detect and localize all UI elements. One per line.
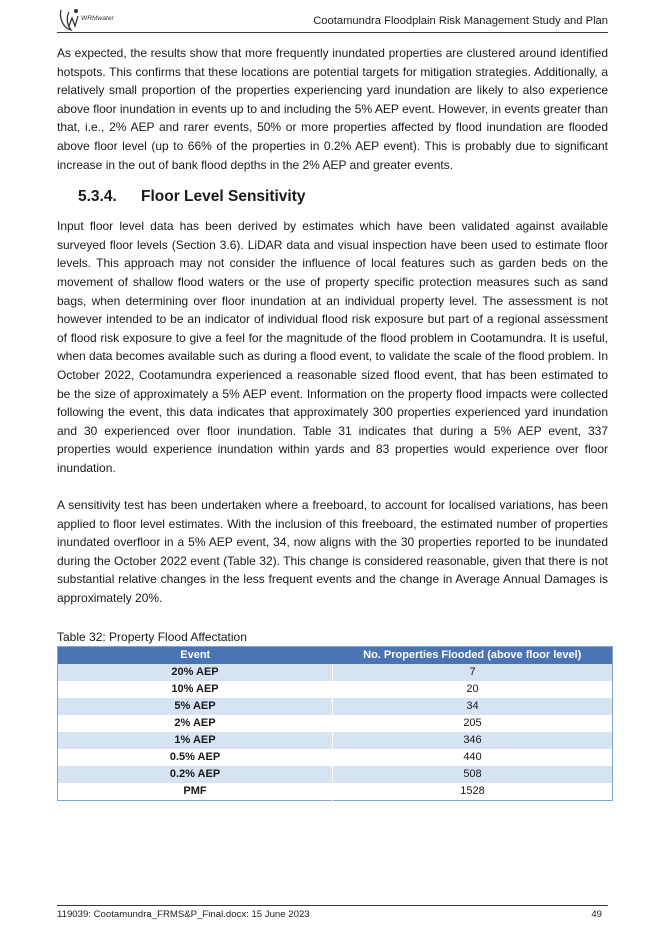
event-cell: 1% AEP xyxy=(58,732,333,749)
event-cell: 20% AEP xyxy=(58,664,333,681)
section-heading xyxy=(57,188,608,206)
table-row xyxy=(58,766,613,783)
paragraph-floor-level: Input floor level data has been derived by estimates which have been validated against available surveyed floor levels (Section 3.6). LiDAR data and visual inspection have been used to estimate floor levels. This approach may not consider the influence of local features such as garden beds on the movement of shallow flood waters or the use of property specific protection measures such as sand bags, when determining over floor inundation at an individual property level. The assessment is not however intended to be an indicator of individual flood risk exposure but part of a regional assessment of flood risk exposure to give a feel for the magnitude of the flood problem in Cootamundra. It is useful, when data becomes available such as during a flood event, to validate the scale of the flood problem. In October 2022, Cootamundra experienced a reasonable sized flood event, that has been estimated to be the size of approximately a 5% AEP event. Information on the property flood impacts were collected following the event, this data indicates that approximately 300 properties experienced yard inundation and 30 experienced over floor inundation. Table 31 indicates that during a 5% AEP event, 337 properties would experience inundation within yards and 83 properties would experience over floor inundation. xyxy=(57,219,608,475)
column-header-event: Event xyxy=(58,646,333,664)
value-cell: 20 xyxy=(333,681,613,698)
event-cell: 2% AEP xyxy=(58,715,333,732)
value-cell: 7 xyxy=(333,664,613,681)
value-cell: 34 xyxy=(333,698,613,715)
event-cell: 5% AEP xyxy=(58,698,333,715)
document-title: Cootamundra Floodplain Risk Management Study and Plan xyxy=(313,15,608,27)
section-title: Floor Level Sensitivity xyxy=(141,188,306,206)
event-cell: 10% AEP xyxy=(58,681,333,698)
section-number: 5.3.4. xyxy=(78,188,117,206)
value-cell: 508 xyxy=(333,766,613,783)
page-number: 49 xyxy=(591,909,602,920)
value-cell: 440 xyxy=(333,749,613,766)
table-row xyxy=(58,715,613,732)
table-row xyxy=(58,783,613,801)
table-row xyxy=(58,732,613,749)
event-cell: 0.5% AEP xyxy=(58,749,333,766)
event-cell: 0.2% AEP xyxy=(58,766,333,783)
table-header-row xyxy=(58,646,613,664)
value-cell: 1528 xyxy=(333,783,613,801)
page-content xyxy=(57,44,608,801)
value-cell: 346 xyxy=(333,732,613,749)
table-row xyxy=(58,698,613,715)
paragraph-sensitivity-test: A sensitivity test has been undertaken where a freeboard, to account for localised variations, has been applied to floor level estimates. With the inclusion of this freeboard, the estimated number of properties inundated overfloor in a 5% AEP event, 34, now aligns with the 30 properties reported to be inundated during the October 2022 event (Table 32). This change is considered reasonable, given that there is not substantial relative changes in the less frequent events and the change in Average Annual Damages is approximately 20%. xyxy=(57,498,608,606)
event-cell: PMF xyxy=(58,783,333,801)
page-footer xyxy=(57,905,608,920)
table-row xyxy=(58,681,613,698)
column-header-properties: No. Properties Flooded (above floor level) xyxy=(333,646,613,664)
value-cell: 205 xyxy=(333,715,613,732)
table-row xyxy=(58,664,613,681)
page-header xyxy=(57,6,608,33)
table-row xyxy=(58,749,613,766)
logo-wordmark: WRMwater xyxy=(81,15,114,22)
paragraph-results: As expected, the results show that more frequently inundated properties are clustered around identified hotspots. This confirms that these locations are potential targets for mitigation strategies. Additionally, a relatively small proportion of the properties experiencing yard inundation are likely to also experience above floor inundation in events up to and including the 5% AEP event. However, in events greater than that, i.e., 2% AEP and rarer events, 50% or more properties affected by flood inundation are flooded above floor level (up to 66% of the properties in 0.2% AEP event). This is probably due to significant increase in the out of bank flood depths in the 2% AEP and greater events. xyxy=(57,46,608,172)
property-flood-table xyxy=(57,646,613,801)
table-caption: Table 32: Property Flood Affectation xyxy=(57,629,247,644)
footer-document-reference: 119039: Cootamundra_FRMS&P_Final.docx: 15 June 2023 xyxy=(57,909,310,920)
